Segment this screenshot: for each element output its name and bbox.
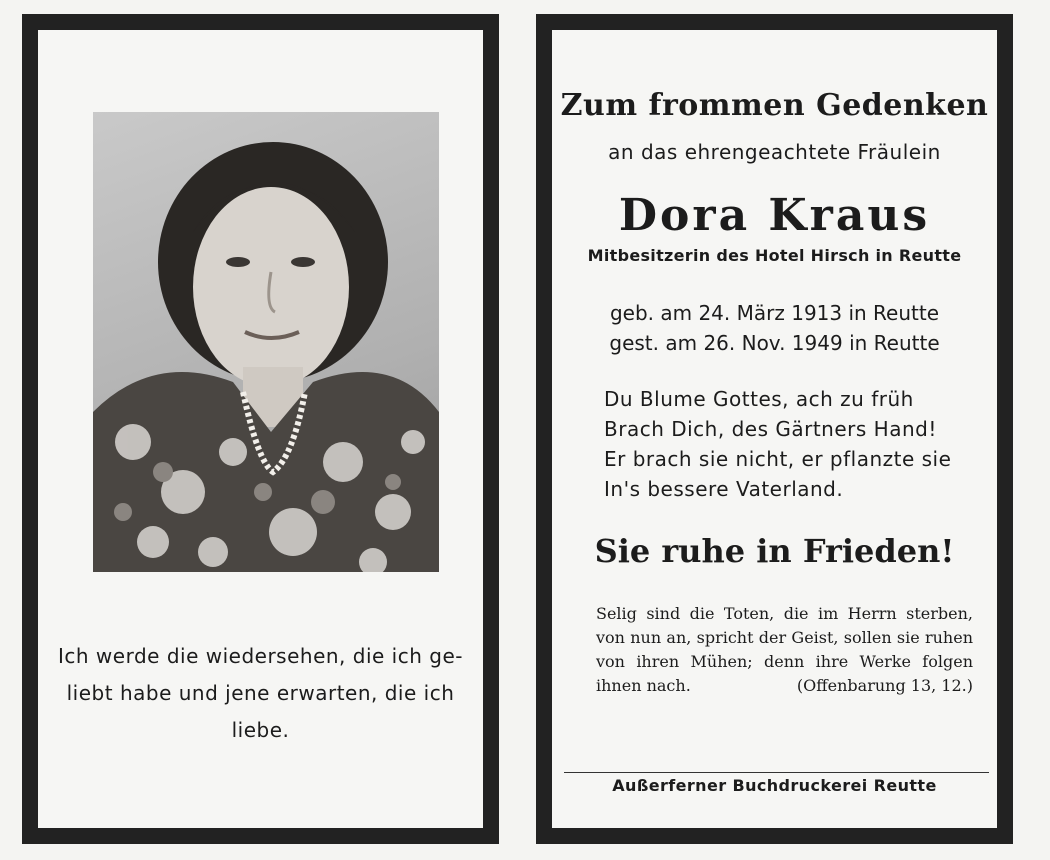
life-dates (552, 298, 997, 358)
rest-in-peace: Sie ruhe in Frieden! (594, 532, 955, 570)
death-date: gest. am 26. Nov. 1949 in Reutte (609, 331, 940, 355)
portrait-photo (93, 112, 439, 572)
card-left-panel (38, 30, 483, 828)
scripture-quote (596, 602, 973, 698)
printer-credit: Außerferner Buchdruckerei Reutte (612, 776, 937, 795)
verse-line: Brach Dich, des Gärtners Hand! (604, 417, 937, 441)
card-right-panel (552, 30, 997, 828)
deceased-role: Mitbesitzerin des Hotel Hirsch in Reutte (587, 246, 962, 265)
poem-verse (604, 384, 951, 504)
card-heading: Zum frommen Gedenken (560, 88, 989, 123)
scripture-reference: (Offenbarung 13, 12.) (796, 676, 973, 695)
scripture-text: Selig sind die Toten, die im Herrn sterben, von nun an, spricht der Geist, sollen sie ruhen von ihren Mühen; denn ihre Werke folgen ihnen nach. (596, 604, 973, 695)
deceased-name: Dora Kraus (618, 190, 931, 241)
divider-line (564, 772, 989, 773)
memorial-card-left (22, 14, 499, 844)
left-verse-text: Ich werde die wiedersehen, die ich ge- liebt habe und jene erwarten, die ich liebe. (58, 644, 463, 742)
portrait-illustration (93, 112, 439, 572)
birth-date: geb. am 24. März 1913 in Reutte (609, 301, 940, 325)
verse-line: Er brach sie nicht, er pflanzte sie (604, 447, 952, 471)
verse-line: In's bessere Vaterland. (604, 477, 844, 501)
card-subheading: an das ehrengeachtete Fräulein (608, 140, 941, 164)
verse-line: Du Blume Gottes, ach zu früh (604, 387, 914, 411)
memorial-card-right (536, 14, 1013, 844)
